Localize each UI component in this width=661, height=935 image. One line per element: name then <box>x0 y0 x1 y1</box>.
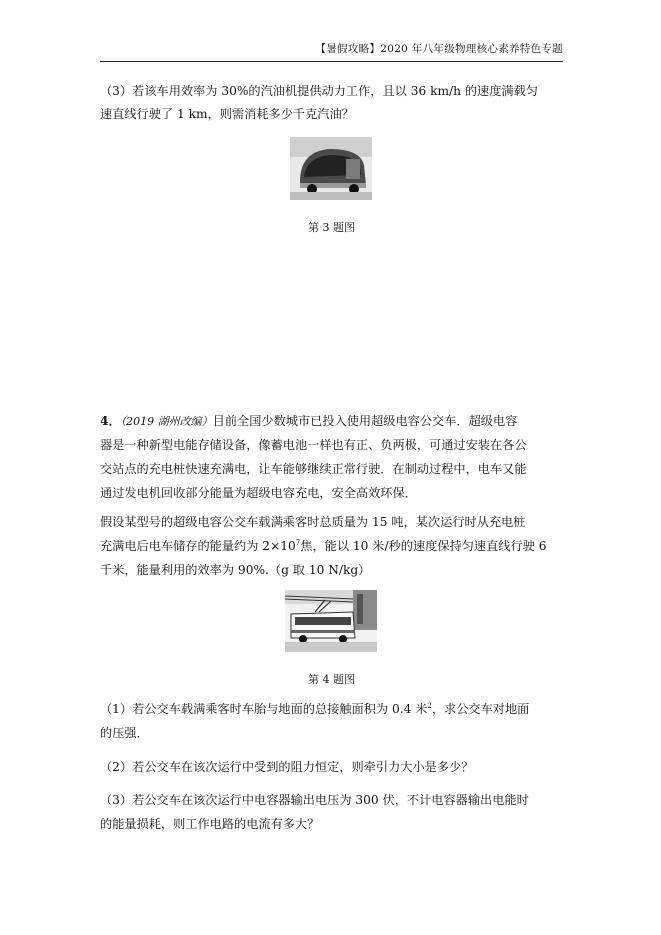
q4-assume-line1: 假设某型号的超级电容公交车载满乘客时总质量为 15 吨，某次运行时从充电桩 <box>100 515 526 529</box>
q4-source: （2019 湖州改编） <box>120 415 213 428</box>
figure-3-caption: 第 3 题图 <box>308 221 355 234</box>
figure-3-bus-image <box>290 137 372 200</box>
q4-sub1-text-end: ，求公交车对地面 <box>431 702 530 716</box>
page-header: 【暑假攻略】2020 年八年级物理核心素养特色专题 <box>100 41 563 62</box>
q4-intro-line1 <box>100 410 563 433</box>
q4-sub1-text: （1）若公交车载满乘客时车胎与地面的总接触面积为 0.4 米 <box>100 702 428 716</box>
q3-part3-line1: （3）若该车用效率为 30%的汽油机提供动力工作，且以 36 km/h 的速度满载匀 <box>100 84 538 98</box>
q4-assume-line3: 千米，能量利用的效率为 90%.（g 取 10 N/kg） <box>100 563 371 577</box>
q4-energy-exponent: 7 <box>295 538 301 547</box>
q4-number: 4． <box>100 414 121 428</box>
figure-4-caption: 第 4 题图 <box>308 673 355 686</box>
q4-sub1-line1 <box>100 698 563 721</box>
figure-4-bus-image <box>285 590 377 652</box>
q4-intro-line3: 交站点的充电桩快速充满电，让车能够继续正常行驶．在制动过程中，电车又能 <box>100 462 527 476</box>
q4-sub1-exponent: 2 <box>427 701 432 710</box>
q4-energy-text: 充满电后电车储存的能量约为 2×10 <box>100 539 296 553</box>
q4-intro-line1-text: 目前全国少数城市已投入使用超级电容公交车．超级电容 <box>212 414 518 428</box>
q4-sub2: （2）若公交车在该次运行中受到的阻力恒定，则牵引力大小是多少？ <box>100 760 474 774</box>
q4-sub1-line2: 的压强． <box>100 726 149 740</box>
q4-assume-line2 <box>100 535 563 558</box>
q4-sub3-line2: 的能量损耗，则工作电路的电流有多大？ <box>100 817 320 831</box>
q4-speed-text: 焦，能以 10 米/秒的速度保持匀速直线行驶 6 <box>300 539 547 553</box>
q4-intro-line4: 通过发电机回收部分能量为超级电容充电，安全高效环保． <box>100 486 417 500</box>
q4-intro-line2: 器是一种新型电能存储设备，像蓄电池一样也有正、负两极，可通过安装在各公 <box>100 438 527 452</box>
q3-part3-line2: 速直线行驶了 1 km，则需消耗多少千克汽油？ <box>100 107 354 121</box>
q4-sub3-line1: （3）若公交车在该次运行中电容器输出电压为 300 伏，不计电容器输出电能时 <box>100 793 529 807</box>
